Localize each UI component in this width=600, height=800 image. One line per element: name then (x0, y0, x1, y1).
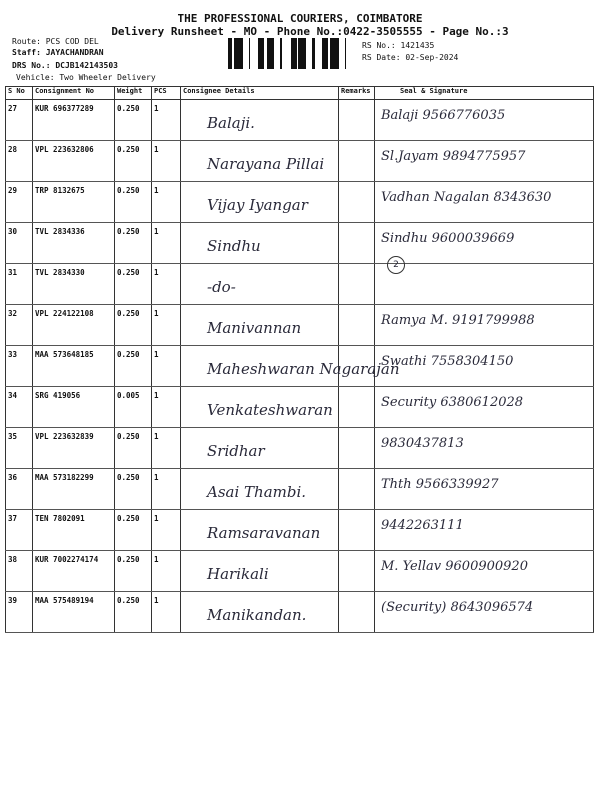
barcode-bar (228, 38, 231, 69)
sno-cell: 27 (6, 100, 33, 141)
barcode-bar (292, 38, 294, 69)
sno-cell: 30 (6, 223, 33, 264)
sno-cell: 32 (6, 305, 33, 346)
col-weight: Weight (115, 87, 152, 100)
sno-cell: 36 (6, 469, 33, 510)
consignee-handwriting: Vijay Iyangar (207, 196, 308, 214)
weight-cell: 0.250 (115, 223, 152, 264)
barcode-bar (234, 38, 237, 69)
drs-line (12, 61, 118, 70)
consignee-cell (181, 346, 400, 387)
consignment-cell: KUR 696377289 (33, 100, 115, 141)
signature-cell (375, 182, 594, 223)
table-row (6, 264, 594, 305)
signature-handwriting: 9442263111 (381, 518, 464, 533)
table-row (6, 182, 594, 223)
barcode-bar (303, 38, 304, 69)
signature-handwriting: (Security) 8643096574 (381, 600, 534, 615)
barcode-bar (304, 38, 306, 69)
barcode-bar (231, 38, 232, 69)
signature-cell (375, 346, 594, 387)
consignee-cell (181, 223, 339, 264)
barcode-bar (267, 38, 268, 69)
sno-cell: 34 (6, 387, 33, 428)
signature-handwriting: 2 (387, 256, 405, 274)
col-sno: S No (6, 87, 33, 100)
table-row (6, 387, 594, 428)
vehicle-label: Vehicle: (16, 73, 55, 82)
consignee-handwriting: Venkateshwaran (207, 401, 333, 419)
consignment-cell: TEN 7802091 (33, 510, 115, 551)
table-row (6, 346, 594, 387)
weight-cell: 0.250 (115, 428, 152, 469)
route-line (12, 37, 99, 46)
pcs-cell: 1 (152, 223, 181, 264)
consignee-cell (181, 428, 339, 469)
consignee-handwriting: Sindhu (207, 237, 261, 255)
table-row (6, 510, 594, 551)
consignee-handwriting: -do- (207, 278, 236, 296)
consignee-cell (181, 182, 339, 223)
sno-cell: 35 (6, 428, 33, 469)
signature-cell (375, 551, 594, 592)
barcode-bar (273, 38, 274, 69)
signature-handwriting: 9830437813 (381, 436, 464, 451)
signature-cell (375, 100, 594, 141)
sno-cell: 28 (6, 141, 33, 182)
rs-date-line (362, 53, 458, 62)
consignee-cell (181, 551, 339, 592)
pcs-cell: 1 (152, 264, 181, 305)
signature-cell (375, 428, 594, 469)
pcs-cell: 1 (152, 510, 181, 551)
barcode-bar (261, 38, 262, 69)
remarks-cell (339, 510, 375, 551)
signature-handwriting: Security 6380612028 (381, 395, 524, 410)
consignment-cell: VPL 223632839 (33, 428, 115, 469)
consignee-handwriting: Narayana Pillai (207, 155, 325, 173)
consignee-cell (181, 510, 339, 551)
barcode-bar (334, 38, 336, 69)
remarks-cell (339, 469, 375, 510)
remarks-cell (339, 592, 375, 633)
company-title: THE PROFESSIONAL COURIERS, COIMBATORE (177, 12, 423, 25)
consignee-cell (181, 387, 339, 428)
weight-cell: 0.250 (115, 100, 152, 141)
barcode-bar (330, 38, 333, 69)
barcode-bar (291, 38, 292, 69)
barcode-bar (336, 38, 339, 69)
consignee-cell (181, 100, 339, 141)
consignee-handwriting: Ramsaravanan (207, 524, 321, 542)
weight-cell: 0.250 (115, 510, 152, 551)
barcode-image (228, 38, 355, 69)
signature-cell (375, 592, 594, 633)
signature-handwriting: Ramya M. 9191799988 (381, 313, 535, 328)
consignee-cell (181, 141, 339, 182)
weight-cell: 0.250 (115, 551, 152, 592)
remarks-cell (339, 264, 375, 305)
drs-value: DCJB142143503 (55, 61, 118, 70)
signature-cell (375, 223, 594, 264)
consignment-cell: VPL 223632806 (33, 141, 115, 182)
signature-cell (375, 305, 594, 346)
consignment-cell: MAA 573182299 (33, 469, 115, 510)
consignee-handwriting: Harikali (207, 565, 269, 583)
drs-label: DRS No.: (12, 61, 51, 70)
barcode-bar (294, 38, 297, 69)
signature-handwriting: Vadhan Nagalan 8343630 (381, 190, 552, 205)
sno-cell: 29 (6, 182, 33, 223)
consignee-handwriting: Balaji. (207, 114, 255, 132)
remarks-cell (339, 305, 375, 346)
sno-cell: 39 (6, 592, 33, 633)
col-consignee: Consignee Details (181, 87, 339, 100)
pcs-cell: 1 (152, 551, 181, 592)
table-row (6, 305, 594, 346)
staff-value: JAYACHANDRAN (45, 48, 104, 57)
weight-cell: 0.250 (115, 592, 152, 633)
rs-no-line (362, 41, 434, 50)
barcode-bar (300, 38, 303, 69)
consignee-handwriting: Maheshwaran Nagarajan (207, 360, 400, 378)
rs-date-label: RS Date: (362, 53, 401, 62)
barcode-bar (324, 38, 327, 69)
barcode-bar (237, 38, 238, 69)
consignee-cell (181, 592, 339, 633)
pcs-cell: 1 (152, 182, 181, 223)
weight-cell: 0.250 (115, 469, 152, 510)
route-value: PCS COD DEL (45, 37, 99, 46)
remarks-cell (339, 387, 375, 428)
pcs-cell: 1 (152, 305, 181, 346)
table-row (6, 551, 594, 592)
weight-cell: 0.250 (115, 182, 152, 223)
signature-cell (375, 260, 594, 305)
consignment-cell: VPL 224122108 (33, 305, 115, 346)
table-row (6, 428, 594, 469)
barcode-bar (238, 38, 240, 69)
remarks-cell (339, 223, 375, 264)
rs-no-value: 1421435 (400, 41, 435, 50)
consignee-handwriting: Manikandan. (207, 606, 307, 624)
consignee-handwriting: Asai Thambi. (207, 483, 307, 501)
consignment-cell: SRG 419056 (33, 387, 115, 428)
weight-cell: 0.250 (115, 141, 152, 182)
table-row (6, 100, 594, 141)
consignment-cell: TRP 8132675 (33, 182, 115, 223)
consignment-cell: TVL 2834336 (33, 223, 115, 264)
signature-handwriting: Sindhu 9600039669 (381, 231, 515, 246)
barcode-bar (262, 38, 264, 69)
consignee-cell (181, 305, 339, 346)
pcs-cell: 1 (152, 141, 181, 182)
pcs-cell: 1 (152, 387, 181, 428)
sno-cell: 38 (6, 551, 33, 592)
barcode-bar (258, 38, 261, 69)
runsheet-subtitle: Delivery Runsheet - MO - Phone No.:0422-3505555 - Page No.:3 (111, 25, 509, 38)
barcode-bar (345, 38, 346, 69)
table-row (6, 223, 594, 264)
weight-cell: 0.250 (115, 264, 152, 305)
signature-handwriting: Balaji 9566776035 (381, 108, 506, 123)
route-label: Route: (12, 37, 41, 46)
col-remarks: Remarks (339, 87, 375, 100)
consignment-cell: TVL 2834330 (33, 264, 115, 305)
signature-cell (375, 141, 594, 182)
pcs-cell: 1 (152, 592, 181, 633)
barcode-bar (312, 38, 315, 69)
barcode-bar (270, 38, 273, 69)
pcs-cell: 1 (152, 428, 181, 469)
pcs-cell: 1 (152, 469, 181, 510)
barcode-bar (280, 38, 282, 69)
remarks-cell (339, 428, 375, 469)
table-row (6, 592, 594, 633)
signature-cell (375, 510, 594, 551)
col-pcs: PCS (152, 87, 181, 100)
barcode-bar (322, 38, 324, 69)
remarks-cell (339, 100, 375, 141)
rs-date-value: 02-Sep-2024 (405, 53, 459, 62)
weight-cell: 0.250 (115, 346, 152, 387)
vehicle-line (16, 73, 156, 82)
barcode-bar (327, 38, 328, 69)
pcs-cell: 1 (152, 346, 181, 387)
barcode-bar (240, 38, 243, 69)
remarks-cell (339, 182, 375, 223)
signature-handwriting: Swathi 7558304150 (381, 354, 514, 369)
consignee-cell (181, 264, 339, 305)
signature-handwriting: Thth 9566339927 (381, 477, 499, 492)
sno-cell: 33 (6, 346, 33, 387)
table-row (6, 469, 594, 510)
signature-handwriting: M. Yellav 9600900920 (381, 559, 528, 574)
consignment-cell: MAA 575489194 (33, 592, 115, 633)
consignee-cell (181, 469, 339, 510)
consignment-cell: MAA 573648185 (33, 346, 115, 387)
barcode-bar (249, 38, 250, 69)
signature-handwriting: Sl.Jayam 9894775957 (381, 149, 526, 164)
weight-cell: 0.005 (115, 387, 152, 428)
vehicle-value: Two Wheeler Delivery (59, 73, 156, 82)
remarks-cell (339, 551, 375, 592)
signature-cell (375, 387, 594, 428)
staff-line (12, 48, 104, 57)
consignee-handwriting: Manivannan (207, 319, 302, 337)
barcode-bar (298, 38, 300, 69)
barcode-bar (268, 38, 270, 69)
rs-no-label: RS No.: (362, 41, 396, 50)
sno-cell: 31 (6, 264, 33, 305)
col-signature: Seal & Signature (375, 87, 594, 100)
signature-cell (375, 469, 594, 510)
consignee-handwriting: Sridhar (207, 442, 265, 460)
table-header (6, 87, 594, 100)
remarks-cell (339, 141, 375, 182)
runsheet-table (5, 86, 594, 633)
staff-label: Staff: (12, 48, 41, 57)
table-row (6, 141, 594, 182)
weight-cell: 0.250 (115, 305, 152, 346)
pcs-cell: 1 (152, 100, 181, 141)
sno-cell: 37 (6, 510, 33, 551)
col-consignment: Consignment No (33, 87, 115, 100)
barcode-bar (333, 38, 334, 69)
consignment-cell: KUR 7002274174 (33, 551, 115, 592)
